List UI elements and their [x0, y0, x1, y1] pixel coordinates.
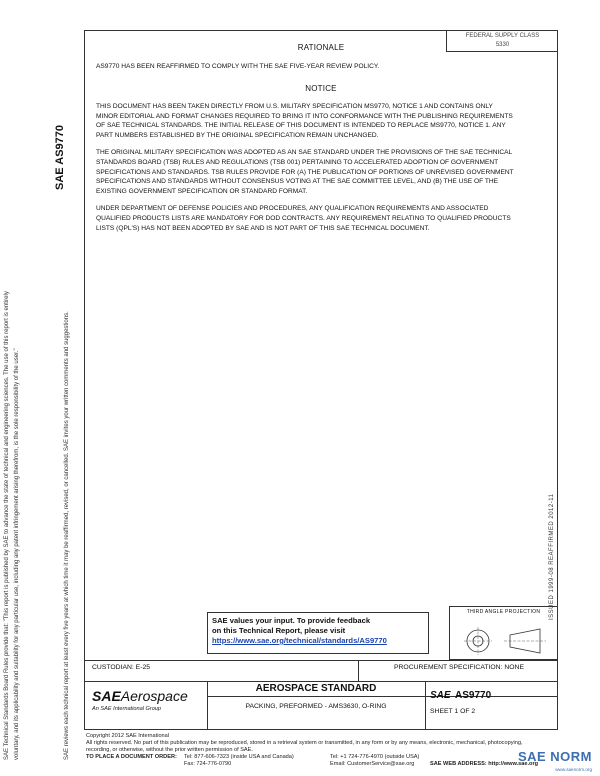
sae-document-mark: SAE AS9770	[54, 124, 66, 190]
custodian-label: CUSTODIAN: E-25	[92, 664, 151, 671]
doc-number-value: AS9770	[455, 690, 492, 701]
rationale-text: AS9770 HAS BEEN REAFFIRMED TO COMPLY WITH THE SAE FIVE-YEAR REVIEW POLICY.	[96, 63, 380, 70]
left-margin-strip	[0, 30, 84, 760]
tsb-notice-line-1: SAE Technical Standards Board Rules provide that: "This report is published by SAE to advance the state of technical and engineering sciences. The use of this report is entirely	[4, 291, 10, 760]
logo-subtitle: An SAE International Group	[92, 706, 162, 712]
order-email: Email: CustomerService@sae.org	[330, 761, 415, 767]
order-tel-1: Tel: 877-606-7323 (inside USA and Canada)	[184, 754, 294, 760]
sheet-number: SHEET 1 OF 2	[430, 708, 476, 715]
projection-label: THIRD ANGLE PROJECTION	[466, 609, 541, 615]
order-label: TO PLACE A DOCUMENT ORDER:	[86, 754, 177, 760]
doc-prefix: SAE	[430, 690, 451, 701]
title-block-top-rule	[84, 660, 558, 661]
title-block-divider-3	[425, 681, 426, 730]
third-angle-projection-icon	[450, 615, 557, 659]
order-tel-2: Tel: +1 724-776-4970 (outside USA)	[330, 754, 420, 760]
issue-dates: ISSUED 1999-08 REAFFIRMED 2012-11	[549, 493, 555, 620]
document-subject: PACKING, PREFORMED - AMS3630, O-RING	[245, 703, 387, 710]
feedback-line-1: SAE values your input. To provide feedback	[212, 616, 371, 625]
document-number	[430, 685, 491, 703]
sae-web-address[interactable]: SAE WEB ADDRESS: http://www.sae.org	[430, 761, 539, 767]
footer	[86, 733, 546, 754]
notice-paragraph-3: UNDER DEPARTMENT OF DEFENSE POLICIES AND PROCEDURES, ANY QUALIFICATION REQUIREMENTS AND ASSOCIATED QUALIFIED PRODUCTS LISTS ARE MANDATORY FOR DOD CONTRACTS. ANY REQUIREMENT RELATING TO QUALIFIED PRODUCTS LISTS (QPL'S) HAS NOT BEEN ADOPTED BY SAE AND IS NOT PART OF THIS SAE TECHNICAL DOCUMENT.	[96, 205, 511, 232]
notice-paragraph-1: THIS DOCUMENT HAS BEEN TAKEN DIRECTLY FROM U.S. MILITARY SPECIFICATION MS9770, NOTICE 1 AND CONTAINS ONLY MINOR EDITORIAL AND FORMAT CHANGES REQUIRED TO BRING IT INTO CONFORMANCE WITH THE PUBLISHING REQUIREMENTS OF SAE TECHNICAL STANDARDS. THE INITIAL RELEASE OF THIS DOCUMENT IS INTENDED TO REPLACE MS9770, NOTICE 1. ANY PART NUMBERS ESTABLISHED BY THE ORIGINAL SPECIFICATION REMAIN UNCHANGED.	[96, 103, 513, 139]
projection-box	[449, 606, 558, 660]
fsc-code: 5330	[495, 42, 510, 48]
feedback-line-2: on this Technical Report, please visit	[212, 626, 346, 635]
copyright: Copyright 2012 SAE International	[86, 733, 170, 739]
tsb-notice-line-3: SAE reviews each technical report at least every five years at which time it may be reaffirmed, revised, or cancelled. SAE invites your written comments and suggestions.	[64, 311, 70, 760]
aerospace-wordmark: Aerospace	[120, 688, 188, 704]
feedback-box	[207, 612, 429, 654]
title-block-divider-1	[358, 660, 359, 681]
title-block-inner-rule	[207, 696, 558, 697]
fsc-label: FEDERAL SUPPLY CLASS	[465, 33, 540, 39]
sae-aerospace-logo	[84, 682, 206, 730]
tsb-notice-line-2: voluntary, and its applicability and suitability for any particular use, including any patent infringement arising therefrom, is the sole responsibility of the user."	[14, 348, 20, 760]
rationale-heading: RATIONALE	[297, 43, 345, 52]
standard-title: AEROSPACE STANDARD	[255, 683, 377, 694]
order-fax: Fax: 724-776-0790	[184, 761, 232, 767]
saenorm-watermark-url: www.saenorm.org	[555, 767, 592, 772]
saenorm-watermark: SAE NORM	[517, 749, 592, 764]
rights-line-2: recording, or otherwise, without the prior written permission of SAE.	[86, 747, 253, 753]
notice-body	[96, 102, 514, 241]
feedback-link[interactable]: https://www.sae.org/technical/standards/AS9770	[212, 636, 387, 645]
procurement-label: PROCUREMENT SPECIFICATION: NONE	[393, 664, 525, 671]
notice-heading: NOTICE	[305, 84, 337, 93]
sae-logo-mark: SAE	[92, 688, 121, 704]
notice-paragraph-2: THE ORIGINAL MILITARY SPECIFICATION WAS ADOPTED AS AN SAE STANDARD UNDER THE PROVISIONS OF THE SAE TECHNICAL STANDARDS BOARD (TSB) RULES AND REGULATIONS (TSB 001) PERTAINING TO ACCELERATED ADOPTION OF GOVERNMENT SPECIFICATIONS AND STANDARDS. TSB RULES PROVIDE FOR (A) THE PUBLICATION OF PORTIONS OF UNREVISED GOVERNMENT SPECIFICATIONS AND STANDARDS WITHOUT CONSENSUS VOTING AT THE SAE COMMITTEE LEVEL, AND (B) THE USE OF THE EXISTING GOVERNMENT SPECIFICATION OR STANDARD FORMAT.	[96, 149, 514, 195]
rights-line-1: All rights reserved. No part of this publication may be reproduced, stored in a retrieval system or transmitted, in any form or by any means, electronic, mechanical, photocopying,	[86, 740, 523, 746]
